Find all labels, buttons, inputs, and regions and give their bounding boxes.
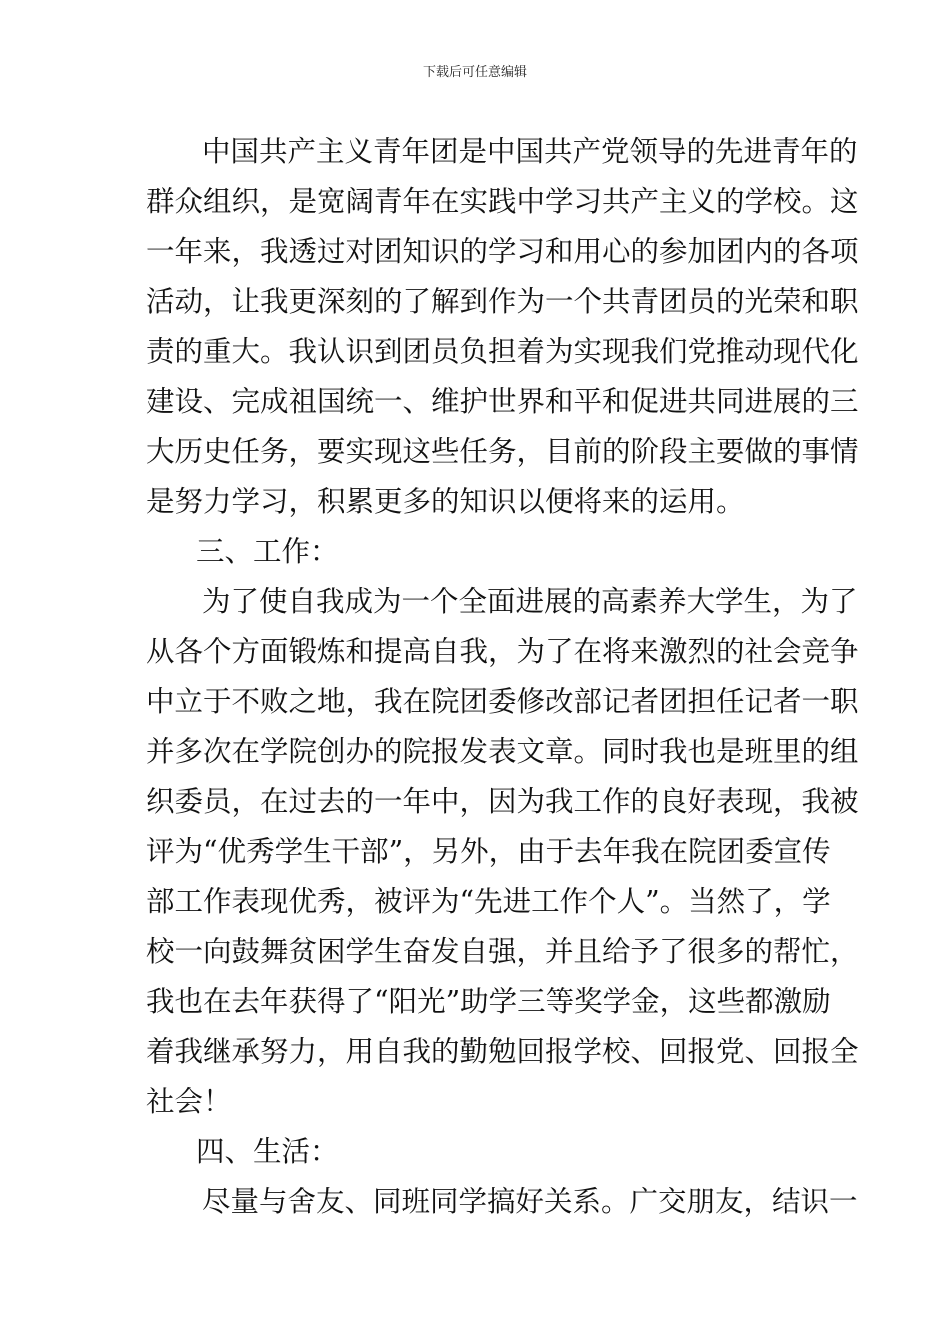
- paragraph-line: 为了使自我成为一个全面进展的高素养大学生，为了: [202, 585, 858, 618]
- paragraph-line: 活动，让我更深刻的了解到作为一个共青团员的光荣和职: [146, 285, 859, 318]
- paragraph-line: 建设、完成祖国统一、维护世界和平和促进共同进展的三: [146, 385, 859, 418]
- paragraph-line: 从各个方面锻炼和提高自我，为了在将来激烈的社会竞争: [146, 635, 859, 668]
- paragraph-line: 尽量与舍友、同班同学搞好关系。广交朋友，结识一: [202, 1185, 858, 1218]
- paragraph-line: 大历史任务，要实现这些任务，目前的阶段主要做的事情: [146, 435, 859, 468]
- paragraph-line: 着我继承努力，用自我的勤勉回报学校、回报党、回报全: [146, 1035, 859, 1068]
- paragraph-line: 责的重大。我认识到团员负担着为实现我们党推动现代化: [146, 335, 859, 368]
- paragraph-line: 校一向鼓舞贫困学生奋发自强，并且给予了很多的帮忙，: [146, 935, 859, 968]
- paragraph-line: 社会！: [146, 1085, 232, 1118]
- section-heading-life: 四、生活：: [196, 1135, 339, 1168]
- paragraph-line: 部工作表现优秀，被评为“先进工作个人”。当然了，学: [146, 885, 831, 918]
- paragraph-line: 群众组织，是宽阔青年在实践中学习共产主义的学校。这: [146, 185, 859, 218]
- paragraph-line: 中国共产主义青年团是中国共产党领导的先进青年的: [202, 135, 858, 168]
- section-heading-work: 三、工作：: [196, 535, 339, 568]
- paragraph-line: 织委员，在过去的一年中，因为我工作的良好表现，我被: [146, 785, 859, 818]
- document-body: [146, 127, 859, 1227]
- paragraph-line: 我也在去年获得了“阳光”助学三等奖学金，这些都激励: [146, 985, 831, 1018]
- page-header: 下载后可任意编辑: [422, 65, 527, 80]
- paragraph-line: 并多次在学院创办的院报发表文章。同时我也是班里的组: [146, 735, 859, 768]
- paragraph-line: 中立于不败之地，我在院团委修改部记者团担任记者一职: [146, 685, 859, 718]
- paragraph-line: 一年来，我透过对团知识的学习和用心的参加团内的各项: [146, 235, 859, 268]
- paragraph-line: 评为“优秀学生干部”，另外，由于去年我在院团委宣传: [146, 835, 831, 868]
- paragraph-line: 是努力学习，积累更多的知识以便将来的运用。: [146, 485, 745, 518]
